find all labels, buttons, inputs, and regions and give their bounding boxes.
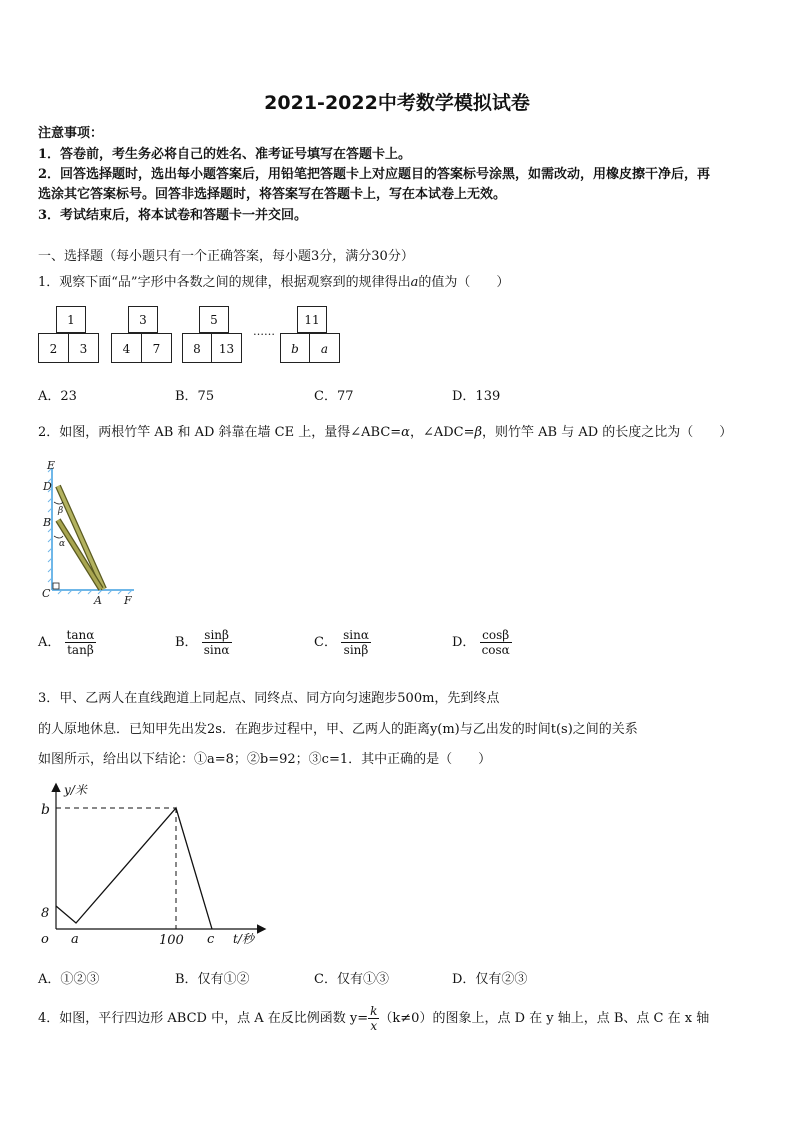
y-axis-label: y/米 [64, 783, 87, 797]
q1-box-top: 5 [199, 306, 229, 333]
q3-option-c: C．仅有①③ [314, 972, 389, 987]
label-d: D [43, 480, 52, 493]
q2-option-b-label: B． [175, 635, 198, 650]
frac-num: sinα [343, 628, 369, 642]
notice-heading: 注意事项： [38, 126, 104, 141]
right-angle-mark [53, 583, 59, 589]
q3-line3: 如图所示，给出以下结论：①a=8；②b=92；③c=1．其中正确的是（ ） [38, 752, 492, 767]
frac-num: tanα [66, 628, 95, 642]
q2-option-c-frac [341, 628, 371, 657]
q2-alpha: α [401, 425, 410, 440]
beta-arc [54, 502, 63, 504]
q2-option-a-label: A． [38, 635, 61, 650]
frac-num: cosβ [480, 628, 512, 643]
q1-stem-a: 1．观察下面“品”字形中各数之间的规律，根据观察到的规律得出 [38, 275, 411, 290]
q1-stem-b: 的值为（ ） [418, 275, 510, 290]
q4-stem-b: （k≠0）的图象上，点 D 在 y 轴上，点 B、点 C 在 x 轴 [379, 1011, 710, 1026]
q1-option-c: C．77 [314, 389, 354, 404]
frac-den: sinα [203, 643, 230, 657]
q1-box-top: 11 [297, 306, 327, 333]
x-tick-100: 100 [159, 933, 184, 948]
section-heading: 一、选择题（每小题只有一个正确答案，每小题3分，满分30分） [38, 249, 414, 264]
frac-num: k [370, 1004, 378, 1018]
q2-option-b [175, 628, 232, 657]
x-tick-a: a [71, 932, 79, 947]
frac-den: tanβ [67, 643, 94, 657]
q2-stem-b: ，则竹竿 AB 与 AD 的长度之比为（ ） [482, 425, 733, 440]
frac-num: sinβ [202, 628, 232, 643]
pole-ad-highlight [58, 486, 104, 589]
page-title: 2021-2022中考数学模拟试卷 [264, 92, 530, 114]
alpha-arc [54, 536, 63, 538]
label-e: E [47, 459, 56, 472]
q2-option-b-frac [202, 628, 232, 657]
q1-stem [38, 271, 509, 290]
y-tick-8: 8 [41, 906, 50, 921]
q1-box-right: a [309, 333, 340, 363]
q2-option-c [314, 628, 371, 657]
frac-den: x [370, 1019, 378, 1033]
q2-stem [38, 421, 732, 440]
q3-chart [36, 780, 276, 950]
q1-stem-var: a [410, 275, 419, 290]
q1-box-left: 8 [182, 333, 212, 363]
label-a: A [94, 594, 102, 607]
x-tick-c: c [207, 932, 215, 947]
q3-line2: 的人原地休息．已知甲先出发2s．在跑步过程中，甲、乙两人的距离y(m)与乙出发的时间t(s)之间的关系 [38, 722, 638, 737]
q2-option-c-label: C． [314, 635, 337, 650]
series-line [56, 808, 212, 929]
y-tick-b: b [41, 802, 50, 818]
q1-box-right: 7 [141, 333, 172, 363]
q1-box-right: 3 [68, 333, 99, 363]
label-c: C [42, 587, 51, 600]
notice-item: 选涂其它答案标号。回答非选择题时，将答案写在答题卡上，写在本试卷上无效。 [38, 187, 507, 202]
label-beta: β [58, 506, 64, 516]
q3-line1: 3．甲、乙两人在直线跑道上同起点、同终点、同方向匀速跑步500m，先到终点 [38, 691, 500, 706]
q2-stem-a: 2．如图，两根竹竿 AB 和 AD 斜靠在墙 CE 上，量得∠ABC= [38, 425, 402, 440]
q3-option-b: B．仅有①② [175, 972, 250, 987]
q2-option-d-frac [480, 628, 512, 657]
label-alpha: α [59, 539, 66, 549]
origin-label: o [41, 932, 49, 947]
notice-item: 2．回答选择题时，选出每小题答案后，用铅笔把答题卡上对应题目的答案标号涂黑，如需改动，用橡皮擦干净后，再 [38, 167, 711, 182]
q1-box-left: b [280, 333, 310, 363]
frac-den: cosα [481, 643, 510, 657]
notice-item: 1．答卷前，考生务必将自己的姓名、准考证号填写在答题卡上。 [38, 147, 412, 162]
q4-stem [38, 1004, 709, 1033]
label-f: F [124, 594, 132, 607]
label-b: B [43, 516, 52, 529]
q1-dots: …… [253, 325, 275, 338]
q2-figure [38, 456, 148, 608]
q2-beta: β [474, 425, 483, 440]
q2-option-a-frac [65, 628, 97, 657]
q2-stem-mid: ，∠ADC= [409, 425, 475, 440]
q1-box-left: 2 [38, 333, 69, 363]
q3-option-d: D．仅有②③ [452, 972, 528, 987]
q2-option-d-label: D． [452, 635, 476, 650]
frac-den: sinβ [343, 643, 369, 657]
q4-frac [368, 1004, 379, 1033]
x-axis-label: t/秒 [233, 932, 254, 946]
q4-stem-a: 4．如图，平行四边形 ABCD 中，点 A 在反比例函数 y= [38, 1011, 369, 1026]
q1-box-left: 4 [111, 333, 142, 363]
q1-box-top: 3 [128, 306, 158, 333]
q1-option-b: B．75 [175, 389, 215, 404]
q1-box-right: 13 [211, 333, 242, 363]
q1-box-top: 1 [56, 306, 86, 333]
q2-option-d [452, 628, 512, 657]
q1-option-d: D．139 [452, 389, 501, 404]
q2-option-a [38, 628, 96, 657]
q1-option-a: A．23 [38, 389, 77, 404]
notice-item: 3．考试结束后，将本试卷和答题卡一并交回。 [38, 208, 308, 223]
q3-option-a: A．①②③ [38, 972, 100, 987]
